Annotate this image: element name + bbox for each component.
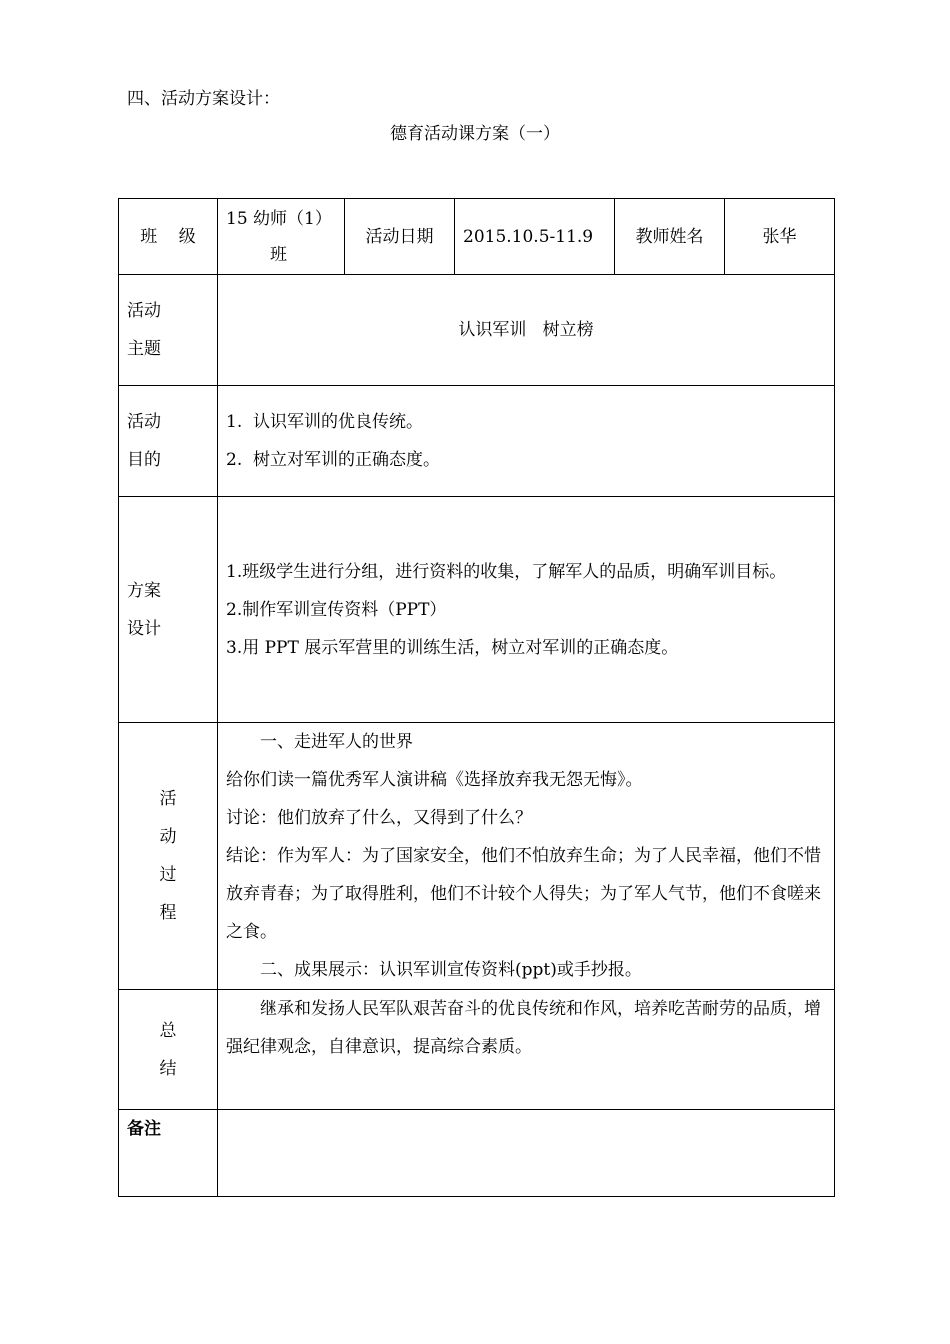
process-conclusion: 结论：作为军人：为了国家安全，他们不怕放弃生命；为了人民幸福，他们不惜放弃青春；为了取得胜利，他们不计较个人得失；为了军人气节，他们不食嗟来之食。 xyxy=(226,846,821,942)
design-item: 1.班级学生进行分组，进行资料的收集，了解军人的品质，明确军训目标。 xyxy=(226,561,787,582)
class-value-line2: 班 xyxy=(270,244,287,265)
summary-text: 继承和发扬人民军队艰苦奋斗的优良传统和作风，培养吃苦耐劳的品质，增强纪律观念，自律意识，提高综合素质。 xyxy=(226,999,821,1057)
process-label-char: 程 xyxy=(159,903,177,923)
process-heading-1: 一、走进军人的世界 xyxy=(260,732,413,752)
date-value: 2015.10.5-11.9 xyxy=(455,199,615,275)
goal-label xyxy=(119,386,218,497)
goal-content xyxy=(218,386,835,497)
design-label-line1: 方案 xyxy=(127,580,161,601)
theme-label-line1: 活动 xyxy=(127,301,161,321)
process-content xyxy=(218,723,835,990)
date-label: 活动日期 xyxy=(345,199,455,275)
design-item: 3.用 PPT 展示军营里的训练生活，树立对军训的正确态度。 xyxy=(226,637,679,658)
summary-label xyxy=(119,990,218,1110)
teacher-label: 教师姓名 xyxy=(615,199,725,275)
process-line: 给你们读一篇优秀军人演讲稿《选择放弃我无怨无悔》。 xyxy=(226,770,643,790)
goal-label-line2: 目的 xyxy=(127,450,161,470)
teacher-value: 张华 xyxy=(725,199,835,275)
summary-label-char: 总 xyxy=(159,1020,177,1041)
design-label xyxy=(119,497,218,723)
theme-row xyxy=(119,275,835,386)
theme-label xyxy=(119,275,218,386)
process-label-char: 动 xyxy=(159,827,177,847)
process-label-char: 过 xyxy=(159,865,177,885)
activity-plan-table xyxy=(118,198,835,1197)
theme-value: 认识军训 树立榜 xyxy=(218,275,835,386)
goal-item: 1. 认识军训的优良传统。 xyxy=(226,412,424,432)
goal-label-line1: 活动 xyxy=(127,412,161,432)
class-label: 班 级 xyxy=(119,199,218,275)
goal-item: 2. 树立对军训的正确态度。 xyxy=(226,450,441,470)
summary-row xyxy=(119,990,835,1110)
document-title: 德育活动课方案（一） xyxy=(390,124,560,144)
summary-label-char: 结 xyxy=(159,1058,177,1079)
class-value xyxy=(218,199,345,275)
theme-label-line2: 主题 xyxy=(127,339,161,359)
process-label xyxy=(119,723,218,990)
design-item: 2.制作军训宣传资料（PPT） xyxy=(226,599,447,620)
remarks-label: 备注 xyxy=(119,1110,218,1197)
process-line: 讨论：他们放弃了什么，又得到了什么？ xyxy=(226,808,532,828)
class-value-line1: 15 幼师（1） xyxy=(226,208,332,229)
design-label-line2: 设计 xyxy=(127,618,161,639)
summary-content xyxy=(218,990,835,1110)
remarks-row xyxy=(119,1110,835,1197)
process-label-char: 活 xyxy=(159,789,177,809)
section-heading: 四、活动方案设计： xyxy=(127,89,280,109)
process-row xyxy=(119,723,835,990)
header-row xyxy=(119,199,835,275)
process-heading-2: 二、成果展示：认识军训宣传资料(ppt)或手抄报。 xyxy=(260,960,642,980)
design-content xyxy=(218,497,835,723)
goal-row xyxy=(119,386,835,497)
design-row xyxy=(119,497,835,723)
remarks-value xyxy=(218,1110,835,1197)
